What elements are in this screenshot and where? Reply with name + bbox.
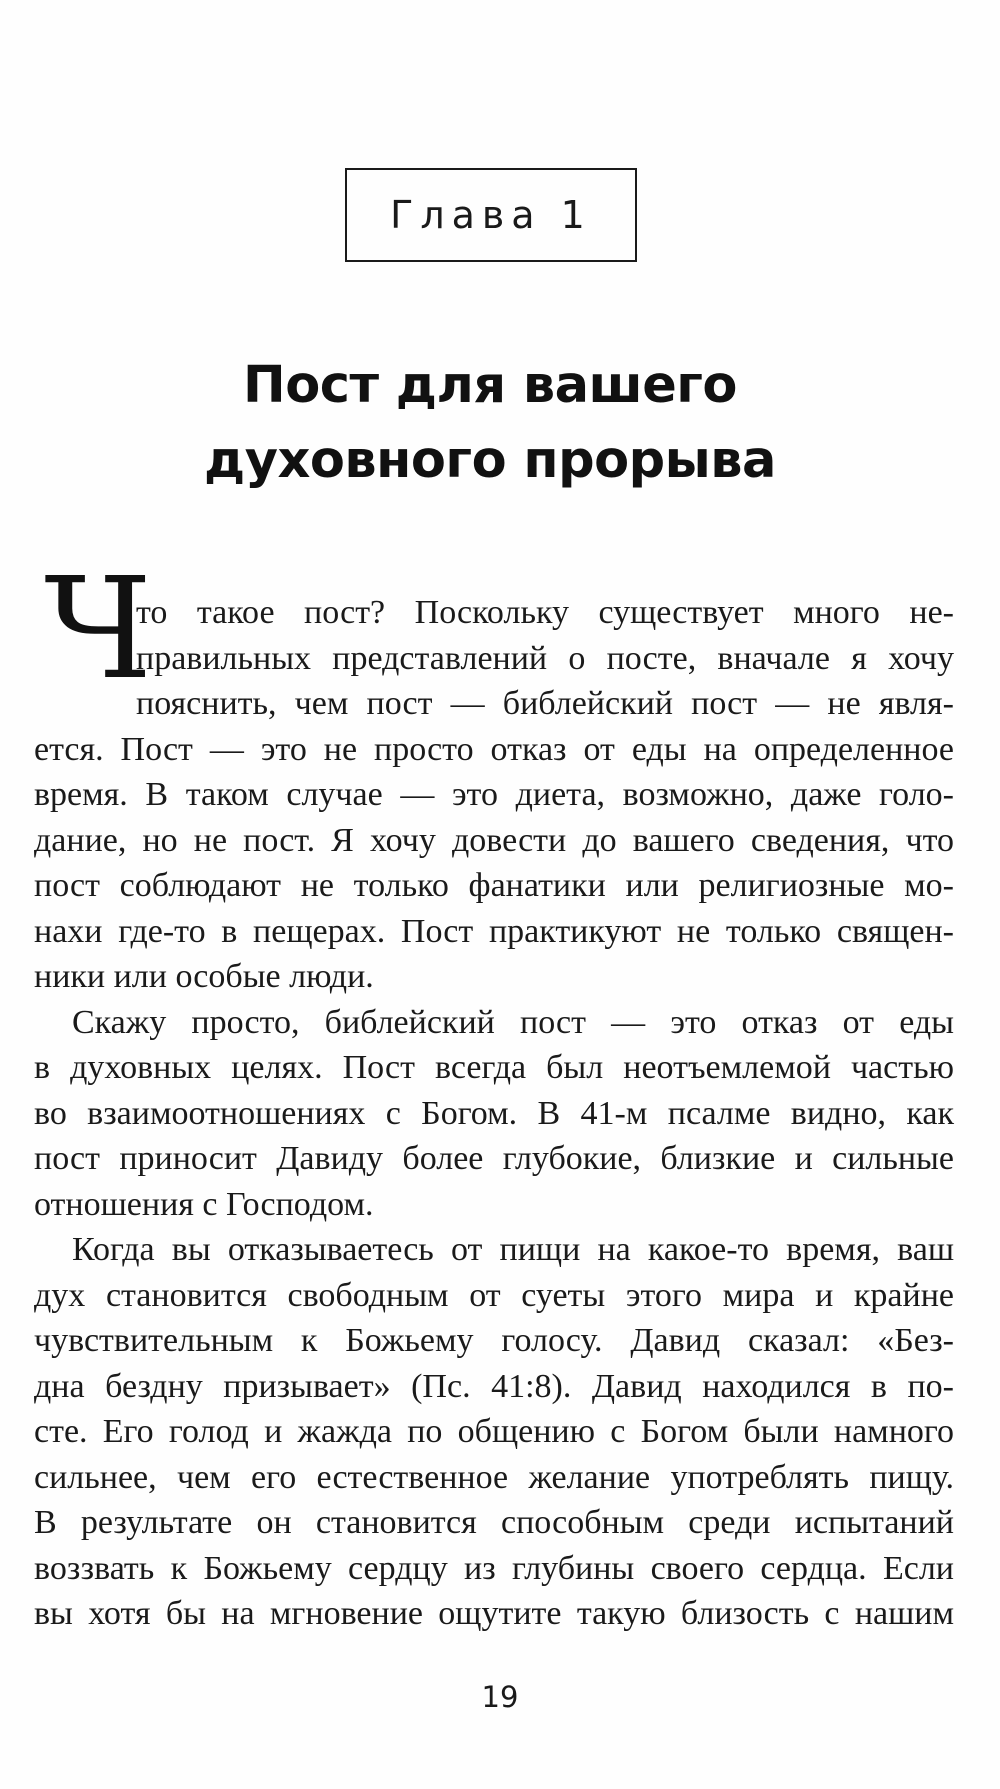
text-line: правильных представлений о посте, вначале я хочу xyxy=(136,639,954,677)
chapter-title-line-2: духовного прорыва xyxy=(204,431,776,490)
text-line: Когда вы отказываетесь от пищи на какое-то время, ваш xyxy=(72,1231,954,1268)
text-line: ники или особые люди. xyxy=(34,958,374,995)
page-number: 19 xyxy=(481,1680,519,1714)
text-line: ется. Пост — это не просто отказ от еды на определенное xyxy=(34,730,954,768)
drop-cap: Ч xyxy=(44,548,153,711)
text-line: пост приносит Давиду более глубокие, близкие и сильные xyxy=(34,1140,954,1177)
text-line: сильнее, чем его естественное желание употреблять пищу. xyxy=(34,1458,954,1496)
text-line: В результате он становится способным среди испытаний xyxy=(34,1504,954,1541)
text-line: сте. Его голод и жажда по общению с Богом были намного xyxy=(34,1413,954,1450)
text-line: дание, но не пост. Я хочу довести до вашего сведения, что xyxy=(34,821,954,859)
text-line: воззвать к Божьему сердцу из глубины своего сердца. Если xyxy=(34,1549,954,1587)
text-line: Скажу просто, библейский пост — это отказ от еды xyxy=(72,1003,954,1041)
chapter-label: Глава 1 xyxy=(390,193,592,237)
text-line: дна бездну призывает» (Пс. 41:8). Давид находился в по- xyxy=(34,1367,954,1405)
text-line: в духовных целях. Пост всегда был неотъемлемой частью xyxy=(34,1049,954,1086)
text-line: пояснить, чем пост — библейский пост — не явля- xyxy=(136,685,954,722)
text-line: время. В таком случае — это диета, возможно, даже голо- xyxy=(34,776,954,813)
text-line: нахи где-то в пещерах. Пост практикуют не только священ- xyxy=(34,912,954,950)
text-line: во взаимоотношениях с Богом. В 41-м псалме видно, как xyxy=(34,1094,954,1132)
text-line: пост соблюдают не только фанатики или религиозные мо- xyxy=(34,867,954,904)
text-line: отношения с Господом. xyxy=(34,1185,374,1223)
text-line: чувствительным к Божьему голосу. Давид сказал: «Без- xyxy=(34,1322,954,1359)
text-line: вы хотя бы на мгновение ощутите такую близость с нашим xyxy=(34,1595,954,1632)
chapter-title-line-1: Пост для вашего xyxy=(243,356,737,415)
chapter-box xyxy=(345,168,637,262)
chapter-title xyxy=(0,348,980,498)
text-line: дух становится свободным от суеты этого мира и крайне xyxy=(34,1276,954,1314)
text-line: то такое пост? Поскольку существует много не- xyxy=(136,594,954,631)
body-text xyxy=(34,590,954,1637)
